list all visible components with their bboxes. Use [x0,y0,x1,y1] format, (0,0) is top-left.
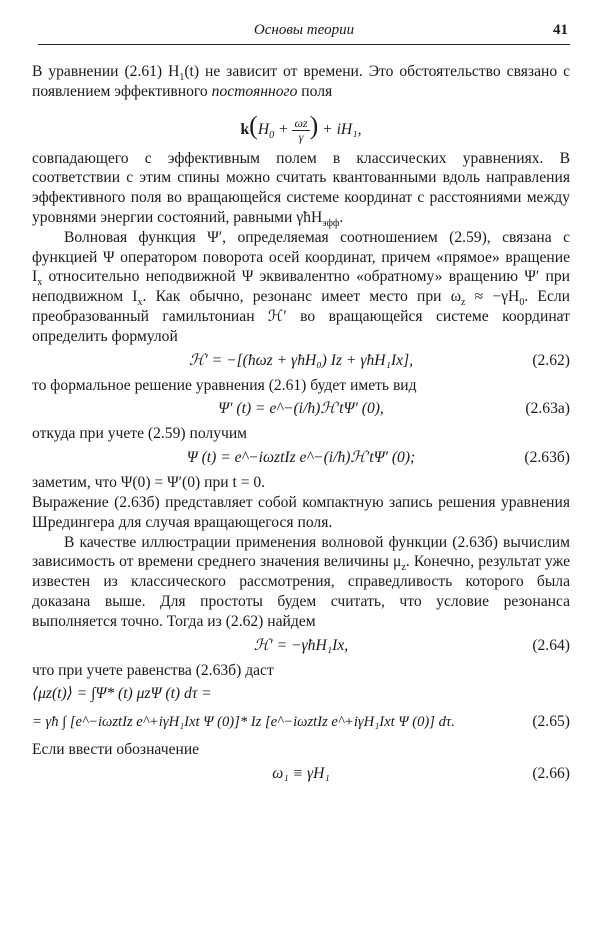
equation-2-65-line1 [32,682,570,708]
equation-expression: ℋ′ = −γħH₁Ix, [253,636,349,654]
paragraph-4: то формальное решение уравнения (2.61) будет иметь вид [32,376,417,394]
paragraph-9: что при учете равенства (2.63б) даст [32,661,274,679]
text: совпадающего с эффективным полем в классических уравнениях. В соответствии с этим спины можно считать квантованными вдоль направления эффективного поля во вращающейся системе координат с расстояниями между уровнями энергии состояний, равными γħH [32,149,570,226]
frac-numerator: ωz [294,115,308,130]
text: В уравнении (2.61) H [32,63,180,80]
eq-h: H [257,120,270,138]
equation-2-63a [32,397,570,423]
text: (t) не зависит от времени. Это обстоятельство связано с появлением эффективного [32,63,570,100]
text: относительно неподвижной Ψ эквивалентно «обратному» вращению Ψ′ при неподвижном I [32,268,570,306]
equation-expression: ℋ′ = −[(ħωz + γħH₀) Iz + γħH₁Ix], [188,351,414,369]
text: Волновая функция Ψ′, определяемая соотношением (2.59), связана с функцией Ψ оператором поворота осей координат, причем «прямое» вращение I [32,228,570,286]
subscript: эфф [322,218,340,230]
equation-number: (2.65) [532,713,570,731]
equation-effective-field: $k(H_0$ + $\frac{\omega z}{\gamma}$ ) + iH₁, [240,110,362,144]
paragraph-3: Волновая функция Ψ′, определяемая соотношением (2.59), связана с функцией Ψ оператором поворота осей координат, причем «прямое» вращение $I_x$ относительно неподвижной Ψ эквивалентно «обратному» вращению Ψ′ при неподвижном $I_x$. Как обычно, резонанс имеет место при $\omega_z \approx -\gamma H_0$. Если преобразованный гамильтониан ℋ′ во вращающейся системе координат определить формулой [32,228,570,345]
equation-expression: ⟨μz(t)⟩ = ∫Ψ* (t) μzΨ (t) dτ = [32,685,212,703]
eq-tail: + iH₁, [322,120,362,138]
paragraph-2: совпадающего с эффективным полем в классических уравнениях. В соответствии с этим спины можно считать квантованными вдоль направления эффективного поля во вращающейся системе координат с расстояниями между уровнями энергии состояний, равными γħH$_{эфф}$. [32,149,570,230]
equation-expression: Ψ (t) = e^−iωztIz e^−(i/ħ)ℋ′tΨ′ (0); [186,449,416,467]
paragraph-8: В качестве иллюстрации применения волновой функции (2.63б) вычислим зависимость от времени среднего значения величины $\mu_z$. Конечно, результат уже известен из классического рассмотрения, справедливость которого была доказана выше. Для простоты будем считать, что условие резонанса выполняется точно. Тогда из (2.62) найдем [32,533,570,630]
frac-denominator: γ [298,129,304,144]
paragraph-10: Если ввести обозначение [32,741,200,759]
equation-2-66 [32,762,570,788]
text: . Если преобразованный гамильтониан ℋ′ во вращающейся системе координат определить формулой [32,288,570,345]
equation-number: (2.62) [532,351,570,369]
emphasis: постоянного [211,82,298,100]
equation-expression: Ψ′ (t) = e^−(i/ħ)ℋ′tΨ′ (0), [218,400,384,418]
equation-2-62 [32,349,570,375]
paragraph-5: откуда при учете (2.59) получим [32,425,248,443]
paragraph-6: заметим, что Ψ(0) = Ψ′(0) при t = 0. [32,474,266,492]
equation-2-65-line2 [32,710,570,736]
text: поля [297,82,333,100]
page-body [32,62,570,789]
equation-expression: ω₁ ≡ γH₁ [272,765,330,783]
running-title: Основы теории [253,22,355,38]
page-number: 41 [553,22,568,38]
eq-k: k [240,120,250,138]
equation-expression: = γħ ∫ [e^−iωztIz e^+iγH₁Ixt Ψ (0)]* Iz [e^−iωztIz e^+iγH₁Ixt Ψ (0)] dτ. [32,714,455,731]
paragraph-7: Выражение (2.63б) представляет собой компактную запись решения уравнения Шредингера для случая вращающегося поля. [32,493,570,531]
text: ≈ −γH [465,288,520,306]
running-header [38,20,570,45]
equation-number: (2.63б) [524,449,570,467]
text: . Конечно, результат уже известен из классического рассмотрения, справедливость которого была доказана выше. Для простоты будем считать, что условие резонанса выполняется точно. Тогда из (2.62) найдем [32,553,570,630]
text: . Как обычно, резонанс имеет место при ω [142,288,461,306]
text: В качестве иллюстрации применения волновой функции (2.63б) вычислим зависимость от времени среднего значения величины μ [32,533,570,571]
equation-number: (2.63а) [525,400,570,418]
paragraph-1: В уравнении (2.61) $H_1(t)$ не зависит от времени. Это обстоятельство связано с появлением эффективного постоянного поля [32,63,570,100]
equation-2-64 [32,634,570,660]
equation-number: (2.66) [532,765,570,783]
equation-number: (2.64) [532,636,570,654]
equation-2-63b [32,446,570,472]
